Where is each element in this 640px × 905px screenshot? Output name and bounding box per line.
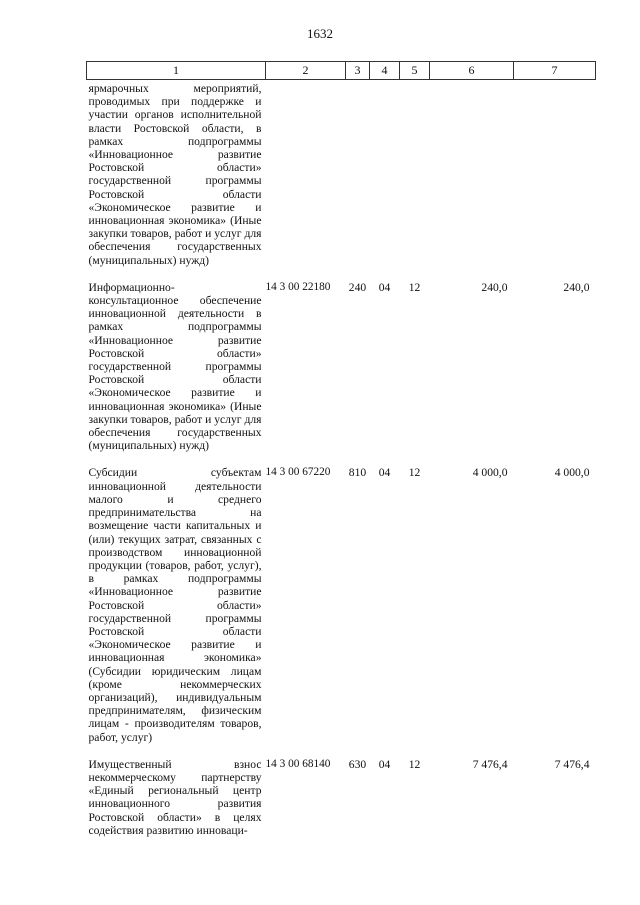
row-description: Информационно-консультационное обеспечение инновационной деятельности в рамках подпрограммы «Инновационное развитие Ростовской области» государственной программы Ростовской области «Экономическое развитие и инновационная экономика» (Иные закупки товаров, работ и услуг для обеспечения государственных (муниципальных) нужд) — [88, 280, 262, 453]
row-section — [370, 80, 400, 281]
row-subsection: 12 — [408, 280, 421, 294]
row-section: 04 — [378, 757, 391, 771]
row-target-code: 14 3 00 22180 — [265, 280, 331, 293]
column-header: 5 — [400, 62, 430, 80]
row-subsection: 12 — [408, 757, 421, 771]
row-expense-type: 240 — [348, 280, 367, 294]
column-header: 2 — [266, 62, 346, 80]
row-target-code: 14 3 00 68140 — [265, 757, 331, 770]
page-number: 1632 — [307, 26, 333, 41]
row-section: 04 — [378, 280, 391, 294]
row-amount-year1 — [430, 80, 514, 281]
row-expense-type: 630 — [348, 757, 367, 771]
row-description: ярмарочных мероприятий, проводимых при поддержке и участии органов исполнительной власти Ростовской области, в рамках подпрограммы «Инновационное развитие Ростовской области» государственной программы Ростовской области «Экономическое развитие и инновационная экономика» (Иные закупки товаров, работ и услуг для обеспечения государственных (муниципальных) нужд) — [88, 82, 262, 267]
row-amount-year2: 7 476,4 — [554, 757, 590, 771]
row-description: Имущественный взнос некоммерческому партнерству «Единый региональный центр инновационного развития Ростовской области» в целях содействия развитию инноваци- — [88, 757, 262, 837]
row-amount-year2: 4 000,0 — [554, 466, 590, 480]
budget-table — [86, 61, 596, 851]
column-header: 1 — [87, 62, 266, 80]
column-header: 4 — [370, 62, 400, 80]
row-target-code: 14 3 00 67220 — [265, 466, 331, 479]
column-header: 3 — [346, 62, 370, 80]
table-row — [87, 281, 596, 467]
table-row — [87, 466, 596, 757]
table-row — [87, 80, 596, 281]
row-description: Субсидии субъектам инновационной деятельности малого и среднего предпринимательства на возмещение части капитальных и (или) текущих затрат, связанных с производством инновационной продукции (товаров, работ, услуг), в рамках подпрограммы «Инновационное развитие Ростовской области» государственной программы Ростовской области «Экономическое развитие и инновационная экономика» (Субсидии юридическим лицам (кроме некоммерческих организаций), индивидуальным предпринимателям, физическим лицам - производителям товаров, работ, услуг) — [88, 466, 262, 744]
header-row — [87, 62, 596, 80]
column-header: 7 — [514, 62, 596, 80]
row-amount-year1: 4 000,0 — [472, 466, 508, 480]
row-amount-year1: 7 476,4 — [472, 757, 508, 771]
column-header: 6 — [430, 62, 514, 80]
row-amount-year2: 240,0 — [563, 280, 590, 294]
row-subsection — [400, 80, 430, 281]
row-expense-type — [346, 80, 370, 281]
row-target-code — [266, 80, 346, 281]
row-expense-type: 810 — [348, 466, 367, 480]
row-section: 04 — [378, 466, 391, 480]
row-subsection: 12 — [408, 466, 421, 480]
row-amount-year1: 240,0 — [481, 280, 508, 294]
table-row — [87, 758, 596, 851]
row-amount-year2 — [514, 80, 596, 281]
